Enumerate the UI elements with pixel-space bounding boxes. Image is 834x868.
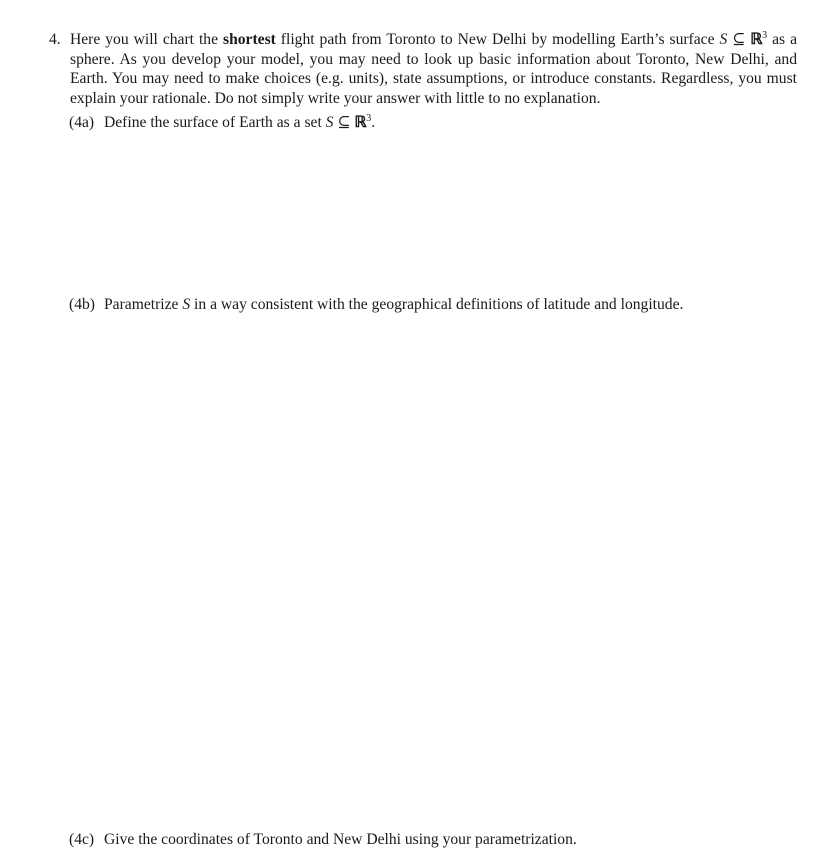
- problem-statement: [70, 30, 797, 108]
- part-4a-reals-symbol: ℝ: [354, 114, 367, 131]
- part-4a-set-variable: S: [325, 114, 334, 131]
- problem-intro-bold: shortest: [223, 31, 276, 48]
- problem-intro-1: Here you will chart the: [70, 31, 223, 48]
- part-4a-end: .: [371, 114, 376, 131]
- part-4a-label: (4a): [69, 114, 95, 131]
- part-4b-text-1: Parametrize: [104, 296, 183, 313]
- problem-intro-2: flight path from Toronto to New Delhi by modelling Earth’s surface: [275, 31, 720, 48]
- part-4c-text: Give the coordinates of Toronto and New Delhi using your parametrization.: [104, 831, 577, 848]
- part-4b-text-2: in a way consistent with the geographical definitions of latitude and longitude.: [190, 296, 684, 313]
- part-4a-cube-exponent: 3: [366, 113, 372, 124]
- part-4a-text: Define the surface of Earth as a set: [104, 114, 326, 131]
- part-4c: [69, 830, 577, 850]
- reals-symbol: ℝ: [750, 31, 763, 48]
- subset-symbol: ⊆: [727, 31, 751, 48]
- problem-number: 4.: [49, 31, 61, 48]
- problem-4: [49, 30, 797, 108]
- cube-exponent: 3: [762, 30, 768, 41]
- part-4b: [69, 295, 683, 315]
- part-4b-set-variable: S: [182, 296, 191, 313]
- set-variable: S: [719, 31, 728, 48]
- part-4b-label: (4b): [69, 296, 95, 313]
- part-4a: [69, 113, 375, 133]
- part-4a-subset-symbol: ⊆: [333, 114, 355, 131]
- part-4c-label: (4c): [69, 831, 95, 848]
- problem-intro-3: as a sphere. As you develop your model, you may need to look up basic information about Toronto, New Delhi, and Earth. You may need to make choices (e.g. units), state assumptions, or introduce constants. Regardless, you must explain your rationale. Do not simply write your answer with little to no explanation.: [70, 31, 797, 107]
